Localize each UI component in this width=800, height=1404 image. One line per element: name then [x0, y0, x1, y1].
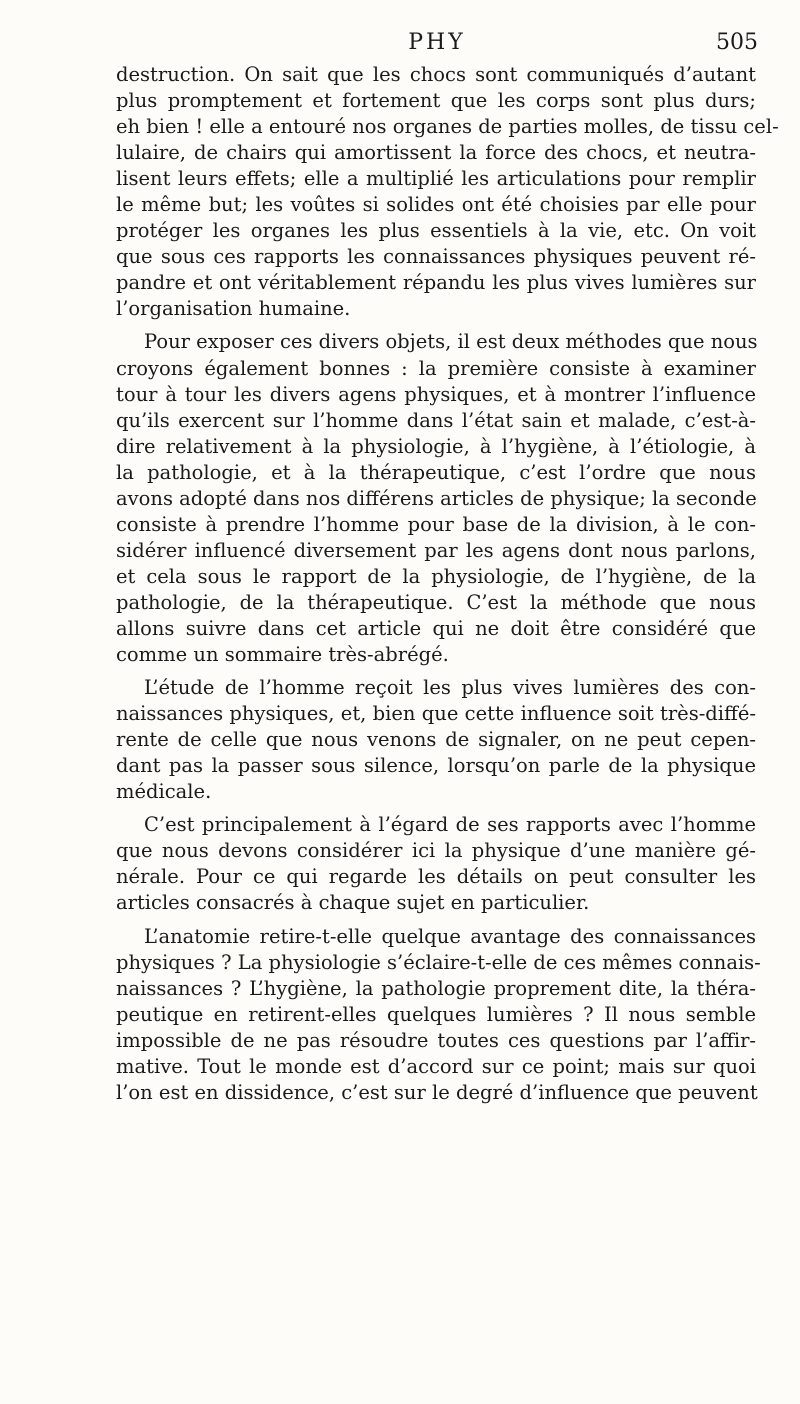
- text-line: le même but; les voûtes si solides ont été choisies par elle pour: [116, 193, 756, 217]
- text-line: lulaire, de chairs qui amortissent la force des chocs, et neutra-: [116, 141, 756, 165]
- text-line: comme un sommaire très-abrégé.: [116, 643, 449, 667]
- text-line: dire relativement à la physiologie, à l’hygiène, à l’étiologie, à: [116, 434, 756, 458]
- text-line: dant pas la passer sous silence, lorsqu’on parle de la physique: [116, 754, 756, 778]
- text-line: articles consacrés à chaque sujet en particulier.: [116, 891, 590, 915]
- text-line: rente de celle que nous venons de signaler, on ne peut cepen-: [116, 728, 756, 752]
- text-line: Pour exposer ces divers objets, il est deux méthodes que nous: [144, 330, 758, 354]
- text-line: impossible de ne pas résoudre toutes ces questions par l’affir-: [116, 1028, 756, 1052]
- text-line: lisent leurs effets; elle a multiplié les articulations pour remplir: [116, 167, 756, 191]
- text-line: l’on est en dissidence, c’est sur le degré d’influence que peuvent: [116, 1080, 758, 1104]
- running-title: PHY: [408, 30, 466, 55]
- text-line: mative. Tout le monde est d’accord sur ce point; mais sur quoi: [116, 1054, 756, 1078]
- text-line: médicale.: [116, 780, 212, 804]
- paragraph: [116, 62, 779, 322]
- text-line: la pathologie, et à la thérapeutique, c’est l’ordre que nous: [116, 460, 756, 484]
- text-line: destruction. On sait que les chocs sont communiqués d’autant: [116, 63, 756, 86]
- paragraph: [116, 924, 761, 1106]
- page-number: 505: [716, 30, 758, 55]
- text-line: nérale. Pour ce qui regarde les détails on peut consulter les: [116, 865, 756, 889]
- text-line: peutique en retirent-elles quelques lumières ? Il nous semble: [116, 1002, 756, 1026]
- text-line: pandre et ont véritablement répandu les plus vives lumières sur: [116, 271, 756, 295]
- text-line: l’organisation humaine.: [116, 297, 351, 321]
- text-line: sidérer influencé diversement par les agens dont nous parlons,: [116, 538, 756, 562]
- text-line: que nous devons considérer ici la physique d’une manière gé-: [116, 839, 756, 863]
- running-head: [116, 30, 758, 66]
- text-line: pathologie, de la thérapeutique. C’est la méthode que nous: [116, 590, 756, 614]
- paragraph: [116, 675, 756, 805]
- text-line: qu’ils exercent sur l’homme dans l’état sain et malade, c’est-à-: [116, 408, 756, 432]
- text-line: physiques ? La physiologie s’éclaire-t-elle de ces mêmes connais-: [116, 950, 761, 974]
- text-line: croyons également bonnes : la première consiste à examiner: [116, 356, 756, 380]
- text-line: L’étude de l’homme reçoit les plus vives lumières des con-: [144, 676, 756, 700]
- text-line: avons adopté dans nos différens articles de physique; la seconde: [116, 486, 757, 510]
- text-line: tour à tour les divers agens physiques, et à montrer l’influence: [116, 382, 756, 406]
- text-line: et cela sous le rapport de la physiologie, de l’hygiène, de la: [116, 564, 756, 588]
- body-text: [116, 62, 779, 1106]
- text-line: naissances physiques, et, bien que cette influence soit très-diffé-: [116, 702, 756, 726]
- paragraph: [116, 812, 756, 916]
- text-line: C’est principalement à l’égard de ses rapports avec l’homme: [144, 813, 756, 837]
- text-line: plus promptement et fortement que les corps sont plus durs;: [116, 89, 756, 113]
- text-line: eh bien ! elle a entouré nos organes de parties molles, de tissu cel-: [116, 115, 779, 139]
- text-line: allons suivre dans cet article qui ne doit être considéré que: [116, 616, 756, 640]
- text-line: naissances ? L’hygiène, la pathologie proprement dite, la théra-: [116, 976, 756, 1000]
- paragraph: [116, 329, 756, 668]
- text-line: consiste à prendre l’homme pour base de la division, à le con-: [116, 512, 756, 536]
- text-line: que sous ces rapports les connaissances physiques peuvent ré-: [116, 245, 756, 269]
- text-line: protéger les organes les plus essentiels à la vie, etc. On voit: [116, 219, 756, 243]
- text-line: L’anatomie retire-t-elle quelque avantage des connaissances: [144, 924, 756, 948]
